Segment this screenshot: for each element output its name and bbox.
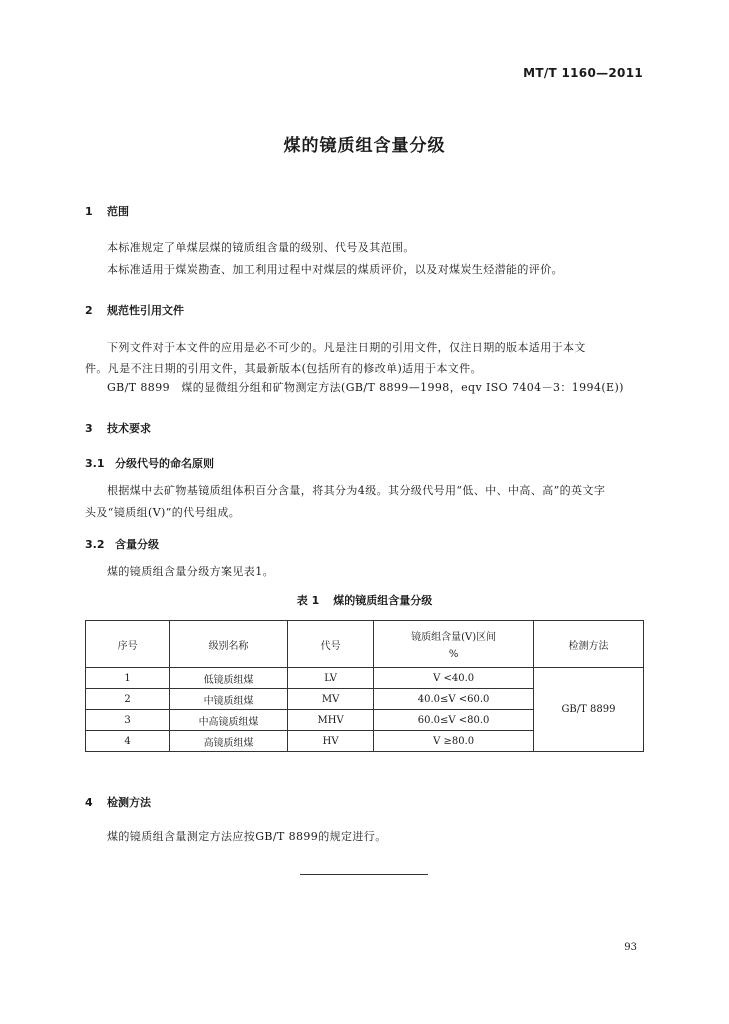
section-3-2-heading: [85, 536, 159, 552]
cell-name: 中高镜质组煤: [170, 710, 288, 731]
section-title: 检测方法: [107, 796, 151, 809]
table-caption: [0, 592, 729, 608]
paragraph-line: 本标准规定了单煤层煤的镜质组含量的级别、代号及其范围。: [107, 241, 415, 254]
cell-code: HV: [287, 731, 373, 752]
document-title: 煤的镜质组含量分级: [283, 136, 446, 156]
section-number: 2: [85, 304, 93, 317]
section-number: 3.1: [85, 457, 105, 470]
section-number: 3: [85, 422, 93, 435]
standard-code: MT/T 1160—2011: [523, 66, 643, 80]
cell-seq: 2: [86, 689, 170, 710]
cell-method: GB/T 8899: [533, 668, 643, 752]
header-range-label: 镜质组含量(V)区间: [411, 632, 497, 643]
paragraph-line: 下列文件对于本文件的应用是必不可少的。凡是注日期的引用文件，仅注日期的版本适用于本文: [107, 341, 586, 354]
section-2-heading: [85, 302, 184, 318]
paragraph-line: 煤的镜质组含量分级方案见表1。: [107, 565, 274, 578]
paragraph-line: 头及“镜质组(V)”的代号组成。: [85, 506, 241, 519]
cell-seq: 1: [86, 668, 170, 689]
section-title: 技术要求: [107, 422, 151, 435]
normative-reference: GB/T 8899 煤的显微组分组和矿物测定方法(GB/T 8899—1998，eqv ISO 7404－3：1994(E)): [107, 381, 624, 394]
cell-range: V <40.0: [374, 668, 534, 689]
paragraph-line: 件。凡是不注日期的引用文件，其最新版本(包括所有的修改单)适用于本文件。: [85, 362, 482, 375]
cell-code: MHV: [287, 710, 373, 731]
section-4-heading: [85, 794, 151, 810]
section-title: 分级代号的命名原则: [115, 457, 214, 470]
cell-name: 中镜质组煤: [170, 689, 288, 710]
paragraph-line: 本标准适用于煤炭勘查、加工利用过程中对煤层的煤质评价，以及对煤炭生烃潜能的评价。: [107, 263, 563, 276]
header-method: 检测方法: [533, 621, 643, 668]
table-caption-title: 煤的镜质组含量分级: [333, 594, 433, 607]
section-3-1-heading: [85, 455, 214, 471]
cell-name: 高镜质组煤: [170, 731, 288, 752]
section-title: 范围: [107, 205, 129, 218]
table-row: [86, 668, 644, 689]
section-number: 4: [85, 796, 93, 809]
cell-seq: 3: [86, 710, 170, 731]
table-header-row: [86, 621, 644, 668]
table-caption-number: 表 1: [296, 594, 320, 607]
section-title: 含量分级: [115, 538, 159, 551]
cell-range: 60.0≤V <80.0: [374, 710, 534, 731]
cell-seq: 4: [86, 731, 170, 752]
paragraph-line: 根据煤中去矿物基镜质组体积百分含量，将其分为4级。其分级代号用“低、中、中高、高”的英文字: [107, 484, 606, 497]
cell-range: V ≥80.0: [374, 731, 534, 752]
cell-code: MV: [287, 689, 373, 710]
section-3-heading: [85, 420, 151, 436]
cell-code: LV: [287, 668, 373, 689]
paragraph-line: 煤的镜质组含量测定方法应按GB/T 8899的规定进行。: [107, 830, 387, 843]
header-code: 代号: [287, 621, 373, 668]
page-number: 93: [624, 942, 637, 953]
header-range: [374, 621, 534, 668]
section-number: 1: [85, 205, 93, 218]
section-number: 3.2: [85, 538, 105, 551]
header-seq: 序号: [86, 621, 170, 668]
grade-table: [85, 620, 644, 752]
header-name: 级别名称: [170, 621, 288, 668]
cell-name: 低镜质组煤: [170, 668, 288, 689]
section-1-heading: [85, 203, 129, 219]
section-title: 规范性引用文件: [107, 304, 184, 317]
cell-range: 40.0≤V <60.0: [374, 689, 534, 710]
end-separator-line: [300, 874, 428, 875]
header-range-unit: %: [448, 649, 459, 660]
